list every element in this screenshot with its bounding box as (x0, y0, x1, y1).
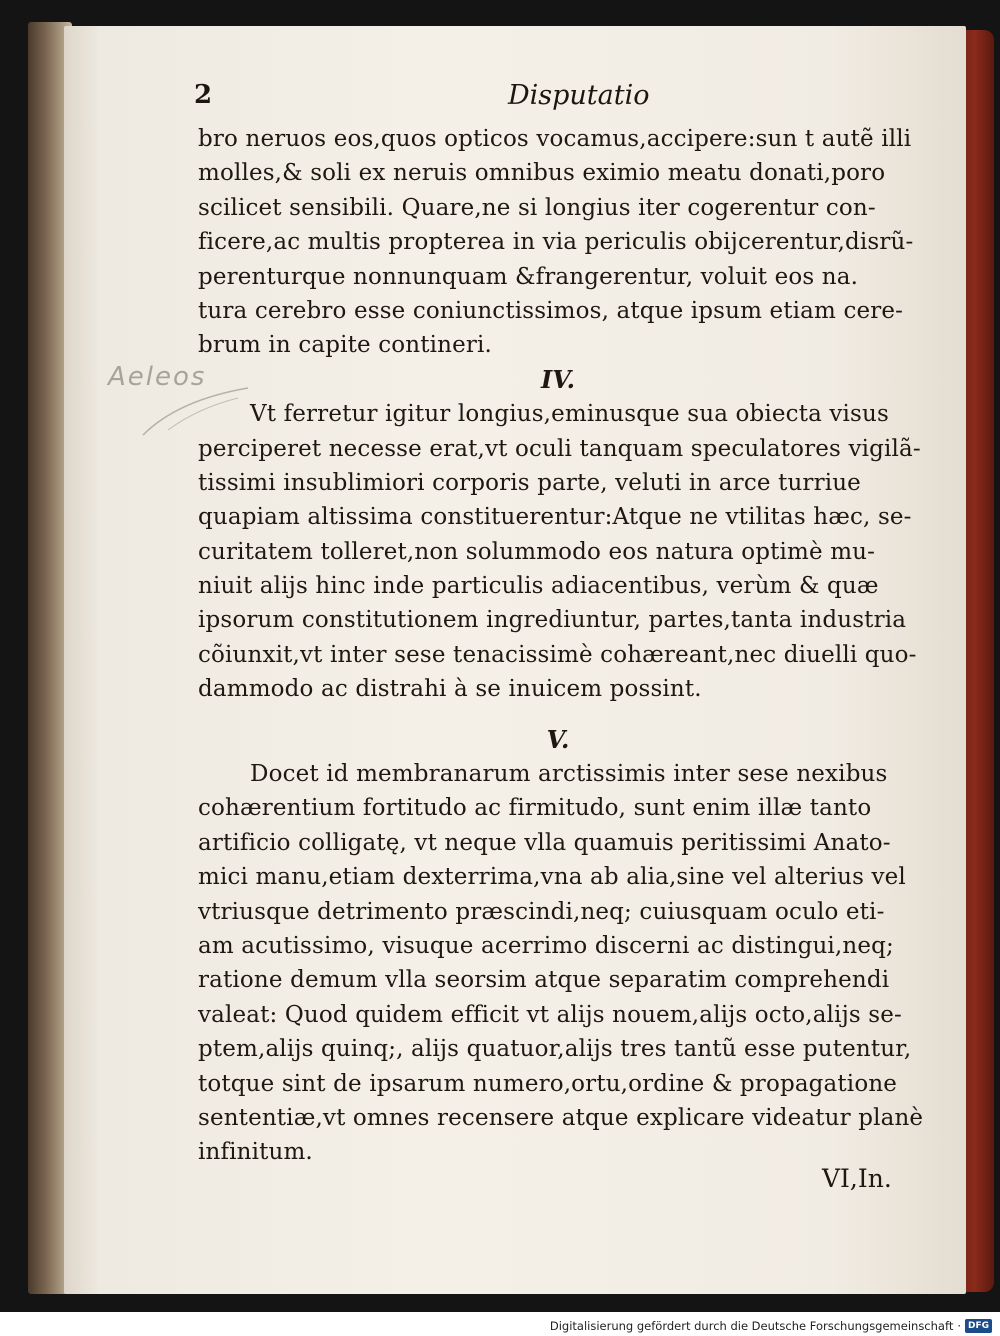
text-line: infinitum. (198, 1139, 313, 1166)
text-line: Docet id membranarum arctissimis inter sese nexibus (250, 761, 888, 788)
section-iv-paragraph (198, 397, 921, 707)
page-header (194, 80, 650, 120)
section-heading-v: V. (546, 724, 570, 754)
digitization-footer (550, 1316, 992, 1336)
text-line: perenturque nonnunquam &frangerentur, voluit eos na. (198, 263, 859, 290)
text-line: am acutissimo, visuque acerrimo discerni ac distingui,neq; (198, 932, 894, 959)
main-text (198, 122, 924, 1170)
funding-credit: Digitalisierung gefördert durch die Deutsche Forschungsgemeinschaft (549, 1319, 954, 1333)
dfg-logo-icon: DFG (965, 1319, 992, 1333)
text-line: mici manu,etiam dexterrima,vna ab alia,sine vel alterius vel (198, 864, 906, 891)
text-line: perciperet necesse erat,vt oculi tanquam speculatores vigilã- (198, 435, 921, 462)
text-line: sententiæ,vt omnes recensere atque explicare videatur planè (198, 1104, 924, 1131)
text-line: tissimi insublimiori corporis parte, veluti in arce turriue (198, 469, 861, 496)
section-heading-iv: IV. (540, 364, 575, 394)
text-line: totque sint de ipsarum numero,ortu,ordine & propagatione (198, 1070, 898, 1097)
text-line: ptem,alijs quinq;, alijs quatuor,alijs tres tantũ esse putentur, (198, 1036, 912, 1063)
text-line: ratione demum vlla seorsim atque separatim comprehendi (198, 967, 890, 994)
margin-annotation: Aeleos (108, 362, 207, 392)
text-line: tura cerebro esse coniunctissimos, atque ipsum etiam cere- (198, 297, 904, 324)
text-line: scilicet sensibili. Quare,ne si longius iter cogerentur con- (198, 194, 876, 221)
text-line: brum in capite contineri. (198, 332, 492, 359)
text-line: cõiunxit,vt inter sese tenacissimè cohæreant,nec diuelli quo- (198, 641, 917, 668)
text-line: Vt ferretur igitur longius,eminusque sua obiecta visus (250, 401, 889, 428)
section-v-paragraph (198, 757, 924, 1170)
text-line: niuit alijs hinc inde particulis adiacentibus, verùm & quæ (198, 573, 879, 600)
text-line: ficere,ac multis propterea in via periculis obijcerentur,disrũ- (198, 229, 914, 256)
text-line: bro neruos eos,quos opticos vocamus,accipere:sun t autẽ illi (198, 126, 912, 152)
running-head: Disputatio (508, 80, 650, 111)
separator: · (957, 1319, 961, 1333)
paragraph-continued (198, 122, 918, 363)
catchword: VI,In. (822, 1164, 892, 1193)
text-line: quapiam altissima constituerentur:Atque ne vtilitas hæc, se- (198, 504, 912, 531)
text-line: ipsorum constitutionem ingrediuntur, partes,tanta industria (198, 607, 907, 634)
text-line: dammodo ac distrahi à se inuicem possint. (198, 676, 702, 703)
text-line: artificio colligatę, vt neque vlla quamuis peritissimi Anato- (198, 829, 891, 856)
page-number: 2 (194, 80, 213, 110)
text-line: valeat: Quod quidem efficit vt alijs nouem,alijs octo,alijs se- (198, 1001, 902, 1028)
text-line: curitatem tolleret,non solummodo eos natura optimè mu- (198, 538, 876, 565)
text-line: molles,& soli ex neruis omnibus eximio meatu donati,poro (198, 160, 886, 187)
text-line: cohærentium fortitudo ac firmitudo, sunt enim illæ tanto (198, 795, 872, 822)
text-line: vtriusque detrimento præscindi,neq; cuiusquam oculo eti- (198, 898, 885, 925)
